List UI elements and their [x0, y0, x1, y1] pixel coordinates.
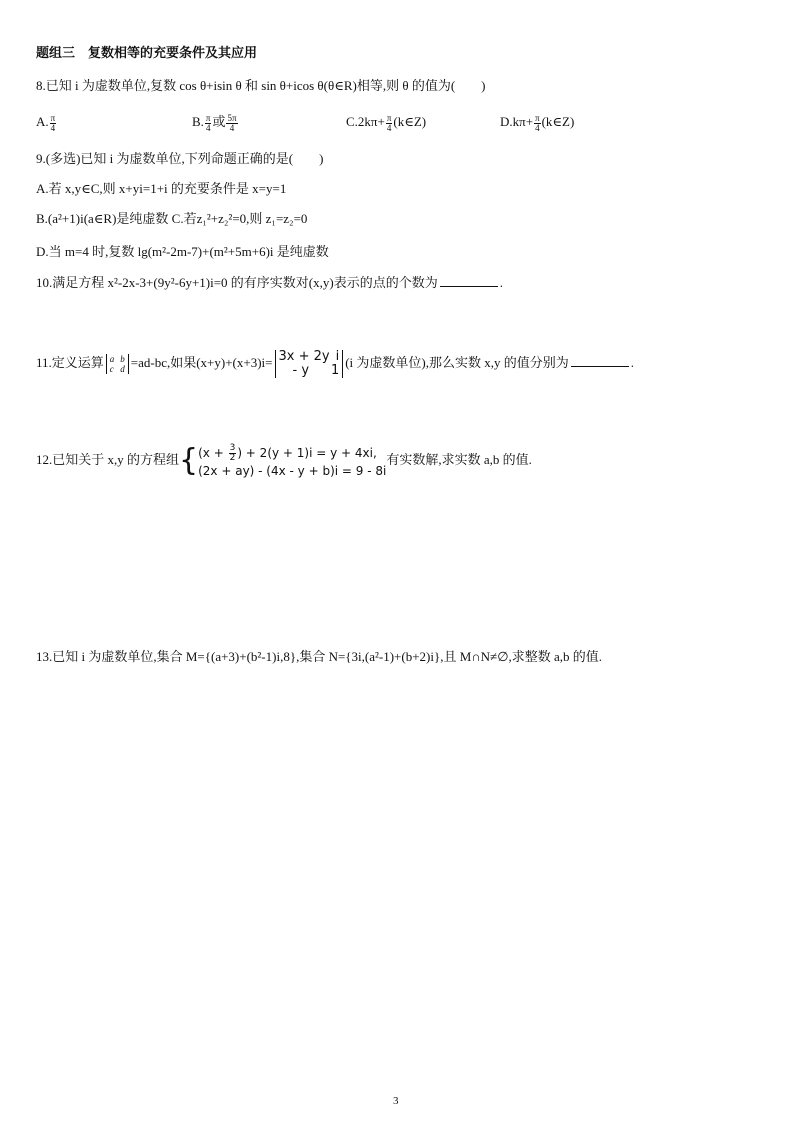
q9-option-b: B.(a²+1)i(a∈R)是纯虚数 — [36, 211, 169, 226]
q9-option-c: C.若z₁²+z₂²=0,则 z₁=z₂=0 — [171, 211, 308, 226]
q12: 12.已知关于 x,y 的方程组{ (x + $\frac{3}{2}$ ) + 2(y + 1)i = y + 4xi, (2x + ay) - (4x - y + b)i = 9 - 8i 有实数解,求实数 a,b 的值. — [36, 442, 532, 479]
q8-option-b: B. $\frac{\pi}{4}$ 或 $\frac{5\pi}{4}$ — [192, 112, 237, 133]
determinant-xy: 3x + 2y i - y 1 — [275, 350, 344, 378]
q8-stem: 8.已知 i 为虚数单位,复数 cos θ+isin θ 和 sin θ+icos θ(θ∈R)相等,则 θ 的值为( ) — [36, 78, 486, 93]
page-number: 3 — [393, 1095, 399, 1107]
q8-option-a: A. $\frac{\pi}{4}$ — [36, 112, 56, 133]
q10: 10.满足方程 x²-2x-3+(9y²-6y+1)i=0 的有序实数对(x,y)表示的点的个数为 . — [36, 275, 503, 290]
q9-option-b-c — [36, 210, 307, 228]
q9-stem: 9.(多选)已知 i 为虚数单位,下列命题正确的是( ) — [36, 151, 324, 166]
determinant-abcd: a b c d — [106, 354, 129, 374]
q9-option-d: D.当 m=4 时,复数 lg(m²-2m-7)+(m²+5m+6)i 是纯虚数 — [36, 244, 329, 259]
q8-option-d: D.kπ+ $\frac{\pi}{4}$ (k∈Z) — [500, 112, 575, 133]
q9-option-a: A.若 x,y∈C,则 x+yi=1+i 的充要条件是 x=y=1 — [36, 181, 287, 196]
q11: 11.定义运算 a b c d =ad-bc,如果(x+y)+(x+3)i= 3x + 2y i - y 1 (i 为虚数单位),那么实数 x,y 的值分别为 . — [36, 349, 634, 379]
brace-icon: { — [179, 443, 199, 479]
q8-option-c: C.2kπ+ $\frac{\pi}{4}$ (k∈Z) — [346, 112, 427, 133]
q13-stem: 13.已知 i 为虚数单位,集合 M={(a+3)+(b²-1)i,8},集合 N={3i,(a²-1)+(b+2)i},且 M∩N≠∅,求整数 a,b 的值. — [36, 649, 603, 664]
equation-system: (x + $\frac{3}{2}$ ) + 2(y + 1)i = y + 4xi, (2x + ay) - (4x - y + b)i = 9 - 8i — [198, 442, 387, 478]
answer-blank — [571, 354, 629, 367]
section-title: 题组三 复数相等的充要条件及其应用 — [36, 46, 258, 61]
answer-blank — [440, 274, 498, 287]
